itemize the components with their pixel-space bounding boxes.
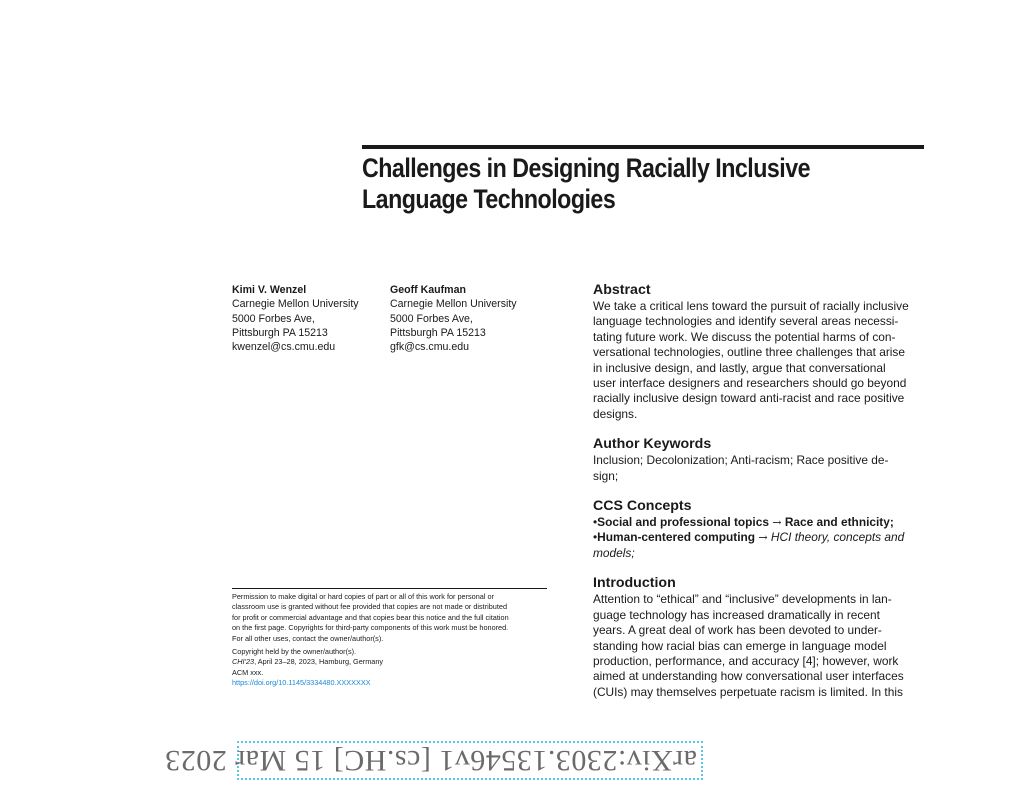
ccs-heading: CCS Concepts — [593, 498, 692, 515]
introduction-line: guage technology has increased dramatically in recent — [593, 607, 880, 622]
ccs-item-2 — [593, 530, 923, 545]
permission-line: classroom use is granted without fee provided that copies are not made or distributed — [232, 602, 508, 612]
introduction-text — [593, 592, 923, 700]
ccs-main-topic: Social and professional topics — [597, 515, 769, 530]
introduction-heading: Introduction — [593, 575, 676, 592]
abstract-line: language technologies and identify several areas necessi- — [593, 314, 899, 329]
abstract-line: user interface designers and researchers should go beyond — [593, 376, 907, 391]
abstract-line: tating future work. We discuss the potential harms of con- — [593, 329, 896, 344]
keywords-line: sign; — [593, 468, 619, 483]
author-block-1 — [232, 283, 359, 354]
abstract-line: designs. — [593, 406, 638, 421]
ccs-main-topic: Human-centered computing — [597, 530, 756, 545]
abstract-line: racially inclusive design toward anti-racist and race positive — [593, 391, 905, 406]
abstract-text — [593, 299, 923, 422]
author-address-line-2: Pittsburgh PA 15213 — [390, 326, 486, 339]
ccs-sub-topic-continued: models; — [593, 545, 635, 560]
conference-line — [232, 657, 383, 667]
author-affiliation: Carnegie Mellon University — [232, 298, 359, 311]
permission-line: For all other uses, contact the owner/author(s). — [232, 633, 384, 643]
introduction-line: standing how racial bias can emerge in language model — [593, 638, 887, 653]
permission-line: on the first page. Copyrights for third-party components of this work must be honored. — [232, 623, 509, 633]
keywords-line: Inclusion; Decolonization; Anti-racism; Race positive de- — [593, 453, 889, 468]
bullet: • — [593, 515, 598, 530]
author-address-line-1: 5000 Forbes Ave, — [390, 312, 473, 325]
doi-link[interactable]: https://doi.org/10.1145/3334480.XXXXXXX — [232, 678, 371, 688]
arxiv-stamp[interactable]: arXiv:2303.13546v1 [cs.HC] 15 Mar 2023 — [164, 744, 697, 777]
author-email[interactable]: kwenzel@cs.cmu.edu — [232, 341, 336, 354]
bullet: • — [593, 530, 598, 545]
arrow-icon: → — [758, 531, 768, 545]
abstract-line: versational technologies, outline three challenges that arise — [593, 345, 905, 360]
title-rule — [362, 145, 924, 149]
conference-details: , April 23–28, 2023, Hamburg, Germany — [254, 657, 384, 667]
introduction-line: (CUIs) may themselves perpetuate racism is limited. In this — [593, 684, 903, 699]
author-affiliation: Carnegie Mellon University — [390, 298, 517, 311]
author-name: Geoff Kaufman — [390, 284, 466, 296]
author-email[interactable]: gfk@cs.cmu.edu — [390, 341, 470, 354]
introduction-line: production, performance, and accuracy [4]; however, work — [593, 653, 899, 668]
paper-title-line-2: Language Technologies — [362, 184, 616, 214]
author-name: Kimi V. Wenzel — [232, 284, 307, 296]
copyright-block — [232, 647, 383, 689]
keywords-text — [593, 453, 923, 484]
conference-name: CHI'23 — [232, 657, 255, 667]
ccs-concepts — [593, 515, 923, 561]
paper-title — [362, 153, 861, 215]
author-address-line-2: Pittsburgh PA 15213 — [232, 326, 328, 339]
paper-title-line-1: Challenges in Designing Racially Inclusive — [362, 153, 811, 183]
arrow-icon: → — [772, 516, 782, 530]
permission-line: Permission to make digital or hard copies of part or all of this work for personal or — [232, 592, 494, 601]
introduction-line: Attention to “ethical” and “inclusive” developments in lan- — [593, 592, 892, 607]
abstract-line: We take a critical lens toward the pursuit of racially inclusive — [593, 299, 909, 313]
abstract-line: in inclusive design, and lastly, argue that conversational — [593, 360, 886, 375]
ccs-sub-topic: HCI theory, concepts and — [770, 530, 905, 545]
permission-line: for profit or commercial advantage and that copies bear this notice and the full citation — [232, 612, 509, 622]
right-column — [593, 281, 923, 700]
introduction-line: years. A great deal of work has been devoted to under- — [593, 623, 882, 638]
permission-rule — [232, 588, 547, 589]
abstract-heading: Abstract — [593, 282, 651, 298]
acm-line: ACM xxx. — [232, 667, 264, 677]
ccs-sub-topic: Race and ethnicity; — [784, 515, 894, 530]
copyright-held: Copyright held by the owner/author(s). — [232, 647, 357, 656]
introduction-line: aimed at understanding how conversational user interfaces — [593, 669, 904, 684]
keywords-heading: Author Keywords — [593, 436, 712, 453]
ccs-item-1 — [593, 515, 923, 530]
permission-notice — [232, 592, 509, 644]
author-address-line-1: 5000 Forbes Ave, — [232, 312, 315, 325]
author-block-2 — [390, 283, 517, 354]
